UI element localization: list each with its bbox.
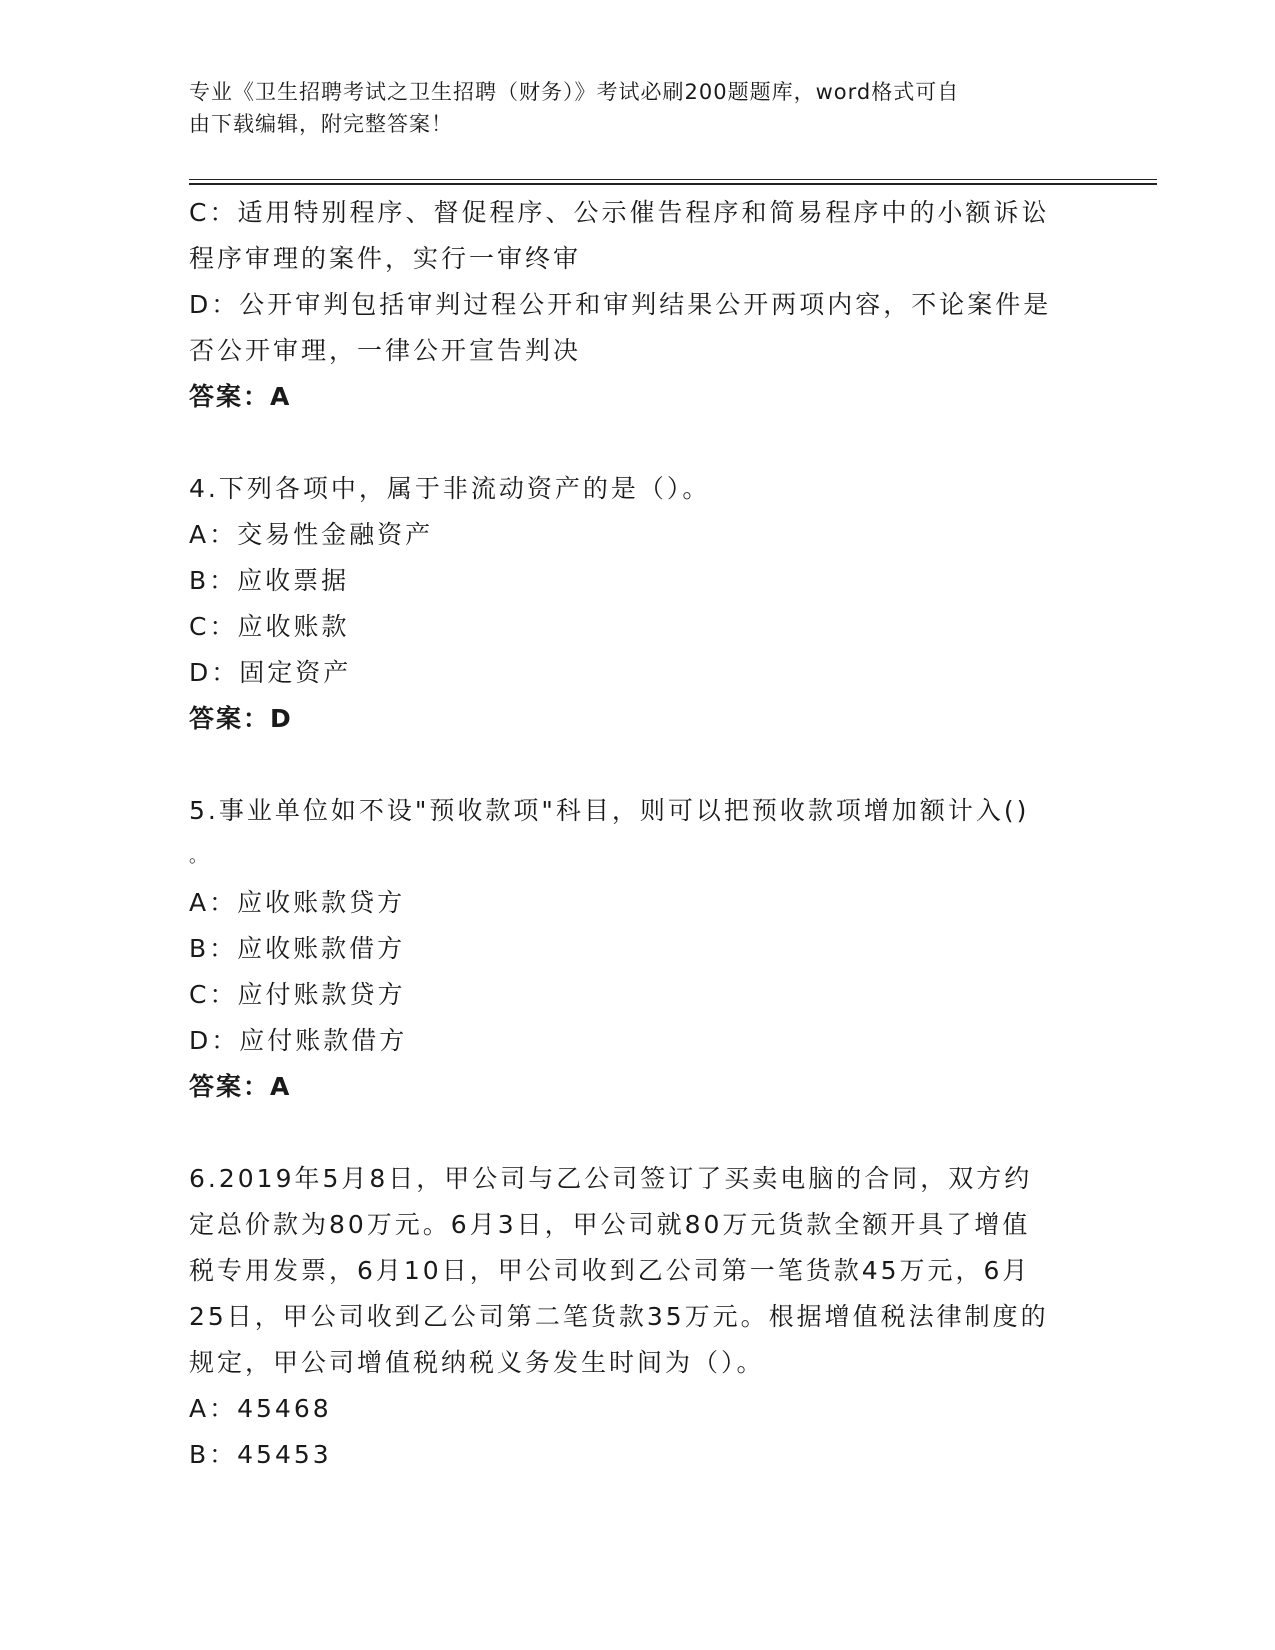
q4-question: 4.下列各项中，属于非流动资产的是（）。 [189, 474, 711, 503]
q6-option-b: B：45453 [189, 1440, 332, 1469]
q4-option-d: D：固定资产 [189, 658, 352, 687]
q4-option-b: B：应收票据 [189, 566, 350, 595]
q3-answer: 答案：A [189, 382, 292, 411]
q3-option-c-line-2: 程序审理的案件，实行一审终审 [189, 244, 582, 273]
spacer [189, 420, 1089, 466]
q4-option-a: A：交易性金融资产 [189, 520, 434, 549]
spacer [189, 1110, 1089, 1156]
q4-answer: 答案：D [189, 704, 293, 733]
q4-option-c: C：应收账款 [189, 612, 350, 641]
header-line-2: 由下载编辑，附完整答案！ [189, 112, 453, 136]
q5-answer: 答案：A [189, 1072, 292, 1101]
spacer [189, 742, 1089, 788]
question-3-block [189, 190, 1089, 420]
header-divider-thin [189, 179, 1157, 180]
q6-question-line-4: 25日，甲公司收到乙公司第二笔货款35万元。根据增值税法律制度的 [189, 1302, 1049, 1331]
q6-question-line-3: 税专用发票，6月10日，甲公司收到乙公司第一笔货款45万元，6月 [189, 1256, 1031, 1285]
q6-question-line-2: 定总价款为80万元。6月3日，甲公司就80万元货款全额开具了增值 [189, 1210, 1031, 1239]
q5-option-d: D：应付账款借方 [189, 1026, 408, 1055]
q6-option-a: A：45468 [189, 1394, 332, 1423]
q5-question-line-1: 5.事业单位如不设"预收款项"科目，则可以把预收款项增加额计入() [189, 796, 1030, 825]
q3-option-d-line-1: D：公开审判包括审判过程公开和审判结果公开两项内容，不论案件是 [189, 290, 1052, 319]
header-line-1: 专业《卫生招聘考试之卫生招聘（财务）》考试必刷200题题库，word格式可自 [189, 80, 960, 104]
document-header [189, 76, 1079, 140]
header-divider-thick [189, 183, 1157, 185]
q6-question-line-1: 6.2019年5月8日，甲公司与乙公司签订了买卖电脑的合同，双方约 [189, 1164, 1033, 1193]
question-6-block [189, 1156, 1089, 1478]
q5-option-b: B：应收账款借方 [189, 934, 406, 963]
q6-question-line-5: 规定，甲公司增值税纳税义务发生时间为（）。 [189, 1348, 765, 1377]
q5-option-c: C：应付账款贷方 [189, 980, 406, 1009]
question-5-block [189, 788, 1089, 1110]
question-4-block [189, 466, 1089, 742]
q5-question-line-2: 。 [189, 846, 210, 867]
document-body [189, 190, 1089, 1478]
q5-option-a: A：应收账款贷方 [189, 888, 406, 917]
q3-option-c-line-1: C：适用特别程序、督促程序、公示催告程序和简易程序中的小额诉讼 [189, 198, 1050, 227]
q3-option-d-line-2: 否公开审理，一律公开宣告判决 [189, 336, 582, 365]
